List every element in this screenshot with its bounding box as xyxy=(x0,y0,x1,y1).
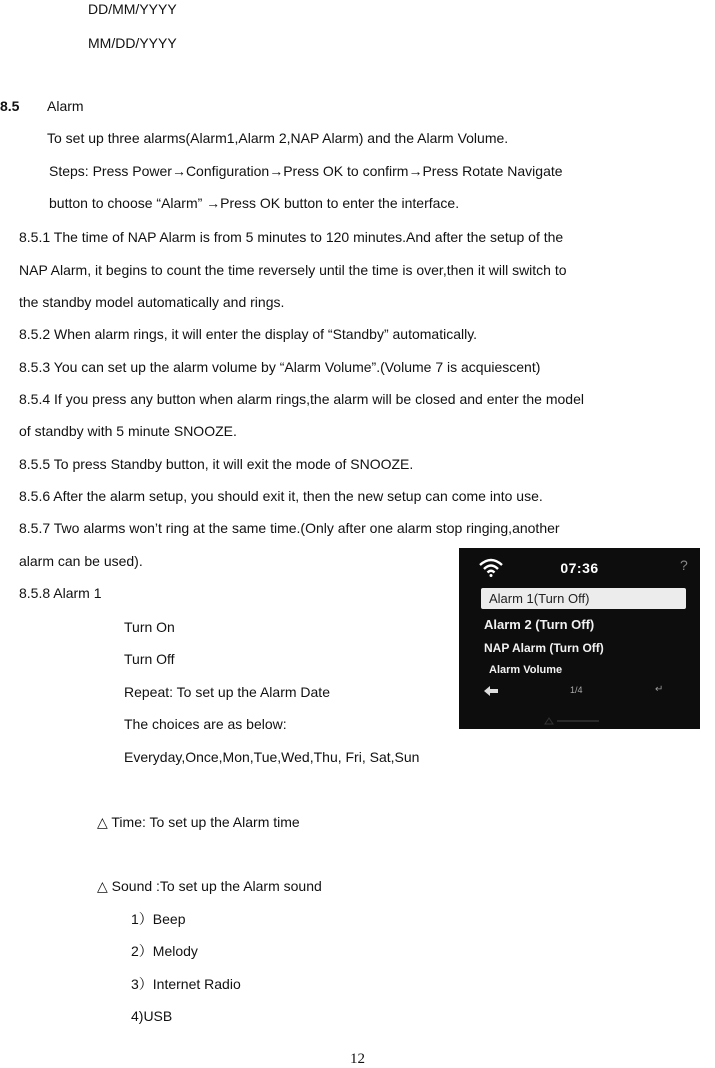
item-8-5-3: 8.5.3 You can set up the alarm volume by “Alarm Volume”.(Volume 7 is acquiescent) xyxy=(19,359,541,375)
device-status-glyph: ? xyxy=(680,557,688,573)
item-8-5-7-line-2: alarm can be used). xyxy=(19,553,143,569)
device-status-bar xyxy=(459,548,700,586)
enter-icon: ↵ xyxy=(655,684,664,695)
sound-internet-radio: 3）Internet Radio xyxy=(131,976,241,992)
sound-usb: 4)USB xyxy=(131,1008,173,1024)
item-8-5-4-line-2: of standby with 5 minute SNOOZE. xyxy=(19,423,237,439)
option-turn-on: Turn On xyxy=(124,619,175,635)
device-page-indicator: 1/4 xyxy=(570,685,583,695)
sound-melody: 2）Melody xyxy=(131,943,198,959)
option-sound: △ Sound :To set up the Alarm sound xyxy=(97,878,322,894)
device-logo-icon xyxy=(543,716,603,726)
menu-alarm-volume: Alarm Volume xyxy=(489,664,563,676)
item-8-5-1-line-1: 8.5.1 The time of NAP Alarm is from 5 minutes to 120 minutes.And after the setup of the xyxy=(19,229,564,245)
repeat-choices-label: The choices are as below: xyxy=(124,716,287,732)
option-repeat: Repeat: To set up the Alarm Date xyxy=(124,684,330,700)
item-8-5-6: 8.5.6 After the alarm setup, you should exit it, then the new setup can come into use. xyxy=(19,488,543,504)
menu-alarm-2: Alarm 2 (Turn Off) xyxy=(484,617,595,632)
option-turn-off: Turn Off xyxy=(124,651,175,667)
menu-nap-alarm: NAP Alarm (Turn Off) xyxy=(484,641,604,655)
section-intro: To set up three alarms(Alarm1,Alarm 2,NAP Alarm) and the Alarm Volume. xyxy=(47,130,509,146)
section-number: 8.5 xyxy=(0,98,20,114)
item-8-5-2: 8.5.2 When alarm rings, it will enter the display of “Standby” automatically. xyxy=(19,326,478,342)
date-format-ddmmyyyy: DD/MM/YYYY xyxy=(88,1,177,17)
menu-alarm-1: Alarm 1(Turn Off) xyxy=(481,588,686,609)
section-title: Alarm xyxy=(47,98,84,114)
repeat-choices-days: Everyday,Once,Mon,Tue,Wed,Thu, Fri, Sat,Sun xyxy=(124,749,420,765)
date-format-mmddyyyy: MM/DD/YYYY xyxy=(88,35,177,51)
device-clock: 07:36 xyxy=(560,560,599,576)
steps-line-1: Steps: Press Power→Configuration→Press OK to confirm→Press Rotate Navigate xyxy=(49,163,563,179)
steps-line-2: button to choose “Alarm” →Press OK button to enter the interface. xyxy=(49,195,460,211)
back-arrow-icon xyxy=(483,685,499,697)
item-8-5-5: 8.5.5 To press Standby button, it will exit the mode of SNOOZE. xyxy=(19,456,414,472)
device-screen-photo xyxy=(459,548,700,729)
item-8-5-8: 8.5.8 Alarm 1 xyxy=(19,585,102,601)
item-8-5-1-line-3: the standby model automatically and rings. xyxy=(19,294,285,310)
item-8-5-7-line-1: 8.5.7 Two alarms won’t ring at the same time.(Only after one alarm stop ringing,another xyxy=(19,520,560,536)
item-8-5-4-line-1: 8.5.4 If you press any button when alarm rings,the alarm will be closed and enter the model xyxy=(19,391,584,407)
option-time: △ Time: To set up the Alarm time xyxy=(97,814,300,830)
page-number: 12 xyxy=(350,1051,365,1067)
item-8-5-1-line-2: NAP Alarm, it begins to count the time reversely until the time is over,then it will switch to xyxy=(19,262,567,278)
sound-beep: 1）Beep xyxy=(131,911,186,927)
